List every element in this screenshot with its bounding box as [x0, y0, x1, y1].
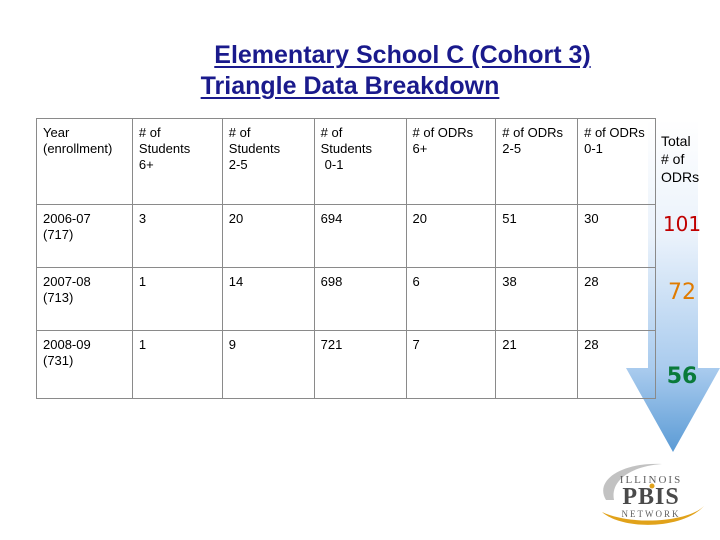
table-row: [37, 268, 656, 331]
cell-odrs-6plus: 6: [406, 268, 496, 331]
cell-students-2-5: 9: [222, 331, 314, 399]
table-header-row: [37, 119, 656, 205]
header-students-6plus: [132, 119, 222, 205]
enrollment-text: (731): [43, 353, 74, 368]
cell-students-0-1: 721: [314, 331, 406, 399]
header-text: # of ODRs: [502, 125, 563, 140]
cell-students-6plus: 1: [132, 331, 222, 399]
header-text: 6+: [138, 157, 154, 172]
header-text: # of: [138, 125, 161, 140]
logo-text-network: NETWORK: [621, 509, 681, 519]
header-text: Students: [228, 141, 281, 156]
cell-students-6plus: 1: [132, 268, 222, 331]
cell-students-0-1: 694: [314, 205, 406, 268]
cell-odrs-6plus: 20: [406, 205, 496, 268]
total-header-text: ODRs: [661, 169, 700, 185]
title-line-2: Triangle Data Breakdown: [200, 72, 500, 100]
header-text: (enrollment): [43, 141, 113, 156]
cell-year: [37, 268, 133, 331]
logo-text-pbis: PBIS: [622, 484, 680, 510]
header-text: 2-5: [228, 157, 248, 172]
header-text: 2-5: [502, 141, 522, 156]
cell-students-2-5: 14: [222, 268, 314, 331]
cell-odrs-0-1: 28: [578, 268, 656, 331]
year-text: 2007-08: [43, 274, 91, 289]
header-text: Students: [138, 141, 191, 156]
header-odrs-2-5: [496, 119, 578, 205]
cell-students-6plus: 3: [132, 205, 222, 268]
total-odrs-2008-09: 56: [666, 364, 698, 389]
cell-odrs-0-1: 28: [578, 331, 656, 399]
triangle-data-table: [36, 118, 656, 399]
total-odrs-2007-08: 72: [668, 280, 696, 305]
header-odrs-0-1: [578, 119, 656, 205]
enrollment-text: (713): [43, 290, 74, 305]
total-header-text: Total: [661, 133, 691, 149]
header-year: [37, 119, 133, 205]
header-text: 0-1: [324, 157, 344, 172]
cell-odrs-2-5: 38: [496, 268, 578, 331]
logo-text-illinois: ILLINOIS: [619, 474, 683, 486]
table-row: [37, 205, 656, 268]
cell-students-2-5: 20: [222, 205, 314, 268]
cell-odrs-2-5: 21: [496, 331, 578, 399]
slide-title: [0, 40, 720, 102]
cell-odrs-0-1: 30: [578, 205, 656, 268]
header-text: 0-1: [584, 141, 603, 156]
year-text: 2008-09: [43, 337, 91, 352]
enrollment-text: (717): [43, 227, 74, 242]
header-text: Students: [320, 141, 372, 156]
header-text: 6+: [412, 141, 428, 156]
cell-students-0-1: 698: [314, 268, 406, 331]
total-odrs-header: [661, 132, 719, 186]
cell-odrs-2-5: 51: [496, 205, 578, 268]
year-text: 2006-07: [43, 211, 91, 226]
header-text: # of ODRs: [412, 125, 474, 140]
cell-year: [37, 205, 133, 268]
header-text: # of: [320, 125, 343, 140]
header-odrs-6plus: [406, 119, 496, 205]
header-students-0-1: [314, 119, 406, 205]
table-row: [37, 331, 656, 399]
total-odrs-2006-07: 101: [662, 212, 702, 236]
cell-odrs-6plus: 7: [406, 331, 496, 399]
header-students-2-5: [222, 119, 314, 205]
header-text: # of: [228, 125, 251, 140]
cell-year: [37, 331, 133, 399]
header-text: # of ODRs: [584, 125, 645, 140]
header-text: Year: [43, 125, 70, 140]
total-header-text: # of: [661, 151, 685, 167]
title-line-1: Elementary School C (Cohort 3): [214, 41, 591, 69]
